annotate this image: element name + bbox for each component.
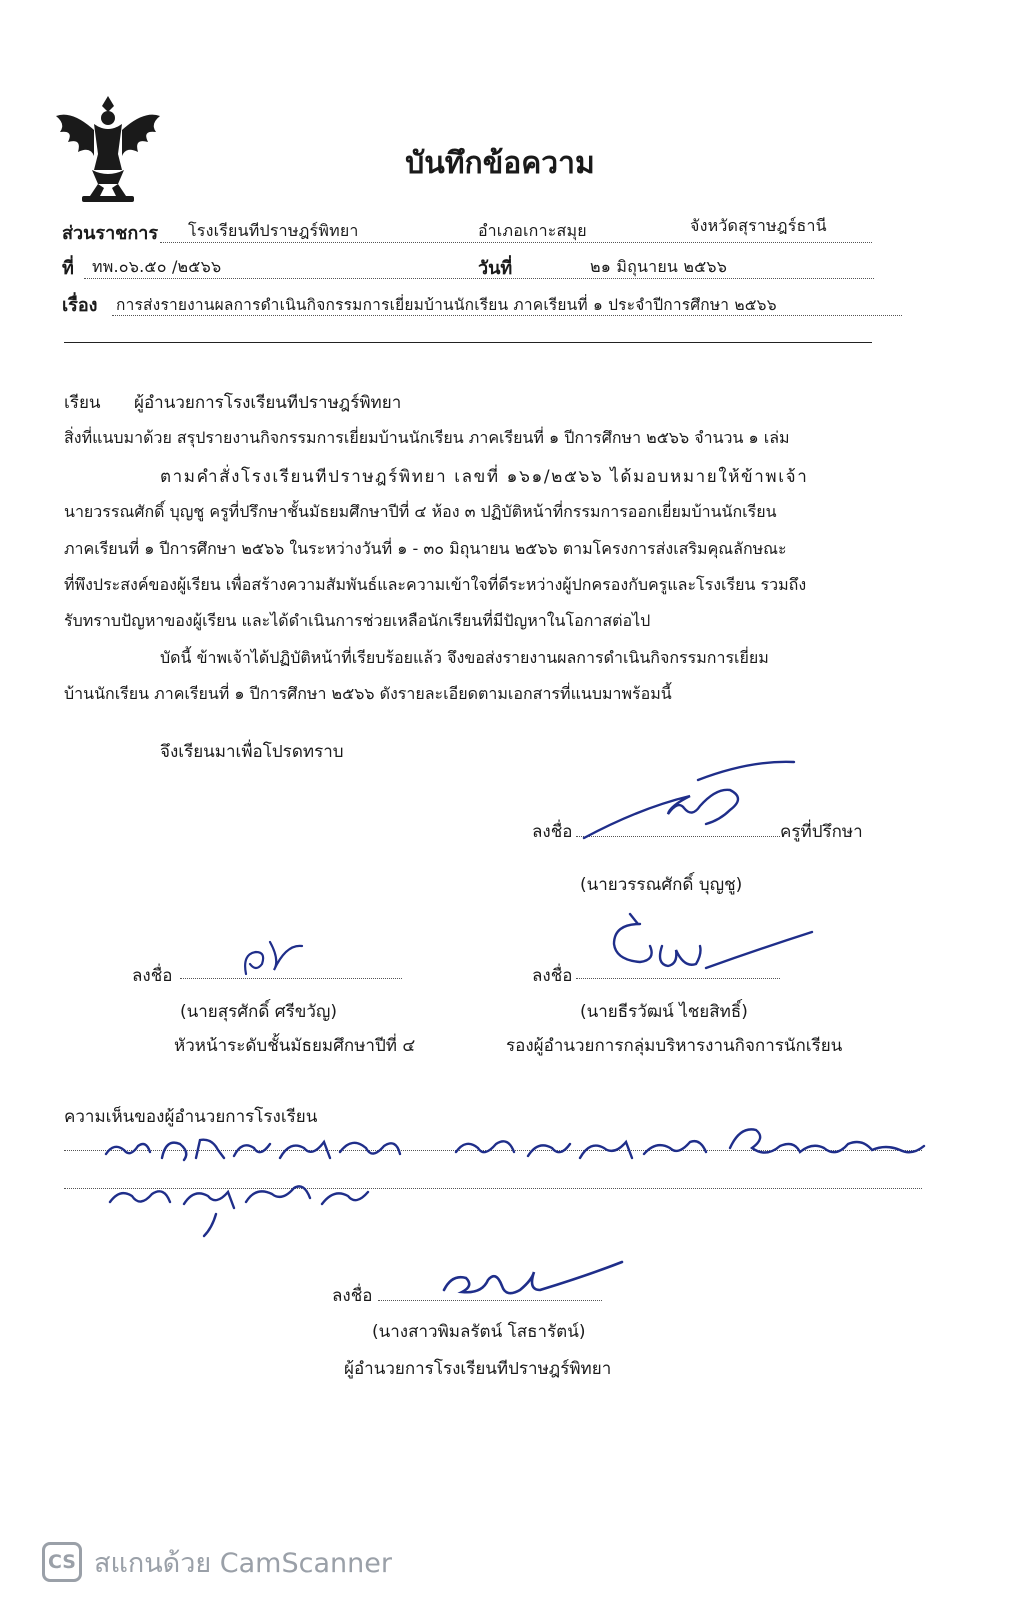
deputy-position: รองผู้อำนวยการกลุ่มบริหารงานกิจการนักเรียน [506, 1036, 843, 1056]
director-opinion-label: ความเห็นของผู้อำนวยการโรงเรียน [64, 1107, 318, 1127]
province-value: จังหวัดสุราษฎร์ธานี [690, 216, 827, 235]
ref-date-dotline [84, 278, 874, 279]
body-line-7: บ้านนักเรียน ภาคเรียนที่ ๑ ปีการศึกษา ๒๕๖๖ ดังรายละเอียดตามเอกสารที่แนบมาพร้อมนี้ [64, 684, 672, 703]
to-label: เรียน [64, 393, 101, 413]
handwritten-opinion-icon [100, 1118, 930, 1258]
subject-value: การส่งรายงานผลการดำเนินกิจกรรมการเยี่ยมบ้านนักเรียน ภาคเรียนที่ ๑ ประจำปีการศึกษา ๒๕๖๖ [116, 296, 777, 314]
body-line-5: รับทราบปัญหาของผู้เรียน และได้ดำเนินการช่วยเหลือนักเรียนที่มีปัญหาในโอกาสต่อไป [64, 611, 651, 630]
garuda-emblem-icon [52, 90, 164, 208]
agency-label: ส่วนราชการ [62, 223, 159, 244]
signature-advisor-icon [580, 758, 800, 848]
to-value: ผู้อำนวยการโรงเรียนทีปราษฎร์พิทยา [134, 393, 402, 413]
memo-title: บันทึกข้อความ [405, 146, 595, 181]
header-rule [64, 342, 872, 343]
sign-label-advisor: ลงชื่อ [532, 822, 573, 842]
body-line-6: บัดนี้ ข้าพเจ้าได้ปฏิบัติหน้าที่เรียบร้อยแล้ว จึงขอส่งรายงานผลการดำเนินกิจกรรมการเยี่ยม [160, 648, 769, 667]
advisor-role: ครูที่ปรึกษา [780, 822, 863, 842]
sign-label-director: ลงชื่อ [332, 1286, 373, 1306]
advisor-name: (นายวรรณศักดิ์ บุญชู) [580, 875, 743, 895]
signature-director-icon [436, 1250, 636, 1310]
ref-label: ที่ [62, 258, 74, 279]
body-line-3: ภาคเรียนที่ ๑ ปีการศึกษา ๒๕๖๖ ในระหว่างวันที่ ๑ - ๓๐ มิถุนายน ๒๕๖๖ ตามโครงการส่งเสริมคุณลักษณะ [64, 539, 787, 558]
body-line-4: ที่พึงประสงค์ของผู้เรียน เพื่อสร้างความสัมพันธ์และความเข้าใจที่ดีระหว่างผู้ปกครองกับครูและโรงเรียน รวมถึง [64, 575, 807, 594]
signature-deputy-icon [606, 910, 816, 990]
camscanner-watermark [42, 1540, 392, 1584]
signature-level-head-icon [240, 934, 310, 984]
director-position: ผู้อำนวยการโรงเรียนทีปราษฎร์พิทยา [344, 1359, 612, 1379]
camscanner-text: สแกนด้วย CamScanner [94, 1547, 392, 1579]
sign-label-level-head: ลงชื่อ [132, 966, 173, 986]
director-name: (นางสาวพิมลรัตน์ โสธารัตน์) [372, 1322, 586, 1342]
subject-label: เรื่อง [62, 295, 98, 316]
date-value: ๒๑ มิถุนายน ๒๕๖๖ [590, 257, 728, 276]
deputy-name: (นายธีรวัฒน์ ไชยสิทธิ์) [580, 1002, 748, 1022]
ref-value: ทพ.๐๖.๕๐ /๒๕๖๖ [92, 257, 222, 276]
district-value: อำเภอเกาะสมุย [478, 221, 587, 240]
level-head-name: (นายสุรศักดิ์ ศรีขวัญ) [180, 1002, 338, 1022]
date-label: วันที่ [478, 258, 513, 279]
agency-dotline [160, 242, 872, 243]
subject-dotline [112, 315, 902, 316]
agency-value: โรงเรียนทีปราษฎร์พิทยา [188, 221, 359, 240]
camscanner-logo-icon: CS [42, 1542, 82, 1582]
attachment-line: สิ่งที่แนบมาด้วย สรุปรายงานกิจกรรมการเยี่ยมบ้านนักเรียน ภาคเรียนที่ ๑ ปีการศึกษา ๒๕๖๖ จำนวน ๑ เล่ม [64, 428, 790, 447]
level-head-position: หัวหน้าระดับชั้นมัธยมศึกษาปีที่ ๔ [174, 1036, 416, 1056]
closing-text: จึงเรียนมาเพื่อโปรดทราบ [160, 742, 344, 762]
sign-label-deputy: ลงชื่อ [532, 966, 573, 986]
body-line-1: ตามคำสั่งโรงเรียนทีปราษฎร์พิทยา เลขที่ ๑๖๑/๒๕๖๖ ได้มอบหมายให้ข้าพเจ้า [160, 467, 809, 487]
body-line-2: นายวรรณศักดิ์ บุญชู ครูที่ปรึกษาชั้นมัธยมศึกษาปีที่ ๔ ห้อง ๓ ปฏิบัติหน้าที่กรรมการออกเยี่ยมบ้านนักเรียน [64, 502, 777, 521]
